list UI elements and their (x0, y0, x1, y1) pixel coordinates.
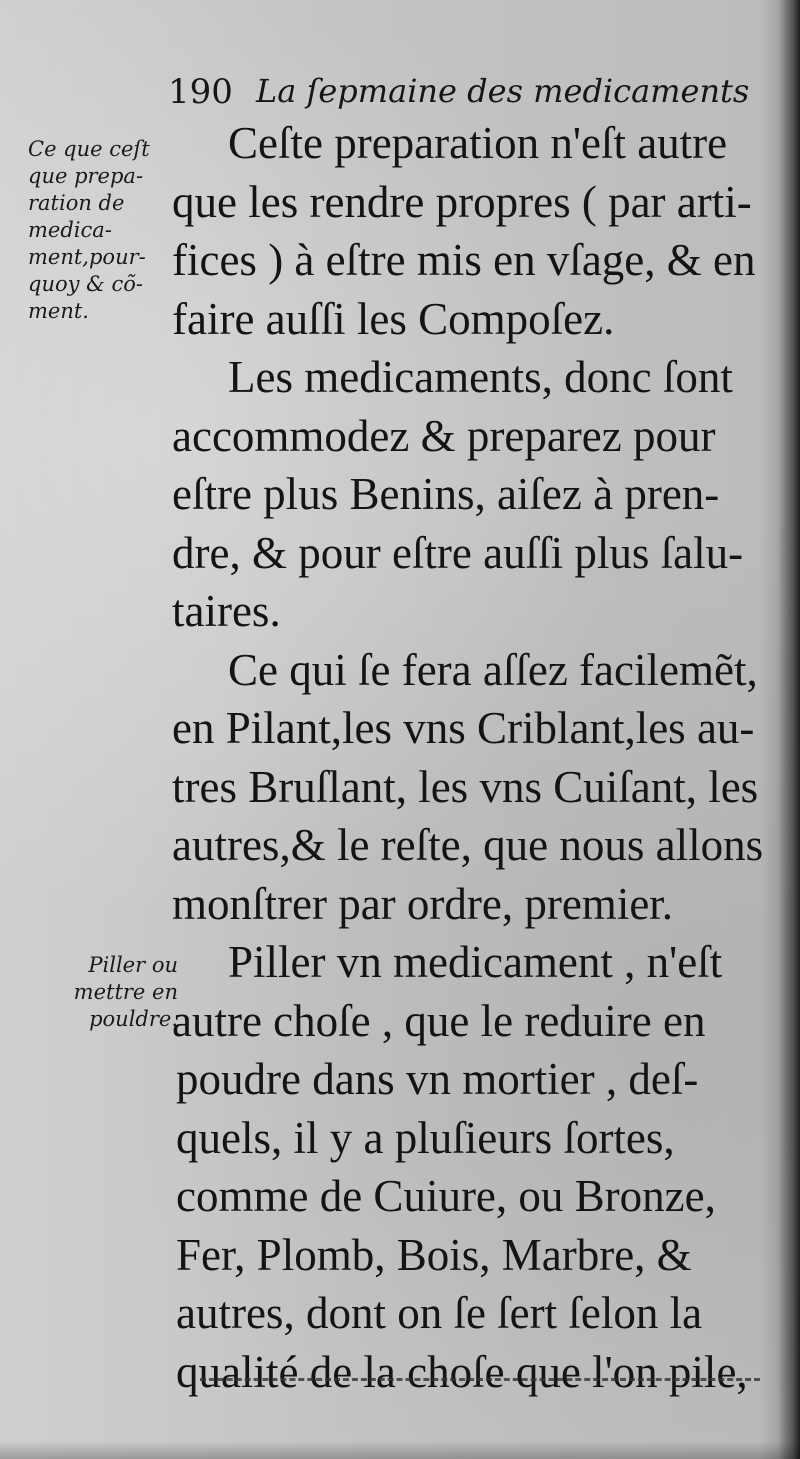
text-line: qualité de la choſe que l'on pile, (176, 1346, 748, 1397)
text-line: Les medicaments, donc ſont (228, 352, 733, 402)
text-line: Fer, Plomb, Bois, Marbre, & (176, 1229, 692, 1280)
page-number: 190 (168, 72, 233, 112)
text-line: autres, dont on ſe ſert ſelon la (176, 1288, 703, 1338)
text-line: fices ) à eſtre mis en vſage, & en (172, 235, 756, 285)
text-line: accommodez & preparez pour (172, 410, 716, 461)
page-header (168, 66, 750, 116)
text-line: monſtrer par ordre, premier. (172, 878, 674, 929)
text-line: dre, & pour eſtre auſſi plus ſalu- (172, 527, 744, 578)
page-edge-shadow (778, 0, 800, 1459)
text-line: comme de Cuiure, ou Bronze, (176, 1171, 716, 1221)
text-line: faire auſſi les Compoſez. (172, 293, 615, 344)
margin-note-line: pouldre. (89, 1007, 178, 1031)
text-line: autre choſe , que le reduire en (172, 995, 706, 1046)
text-line: poudre dans vn mortier , deſ- (176, 1054, 699, 1104)
text-line: Ceſte preparation n'eſt autre (228, 118, 728, 168)
text-line: Piller vn medicament , n'eſt (228, 937, 723, 987)
text-line: quels, il y a pluſieurs ſortes, (176, 1112, 675, 1163)
margin-note-line: ration de (28, 191, 125, 215)
text-line: Ce qui ſe fera aſſez facilemẽt, (228, 644, 758, 695)
page-bottom-shadow (0, 1441, 800, 1459)
margin-note-preparation (28, 136, 170, 325)
text-line: eſtre plus Benins, aiſez à pren- (172, 469, 720, 519)
margin-note-line: quoy & cõ- (28, 272, 144, 296)
margin-note-line: mettre en (73, 980, 178, 1004)
text-line: que les rendre propres ( par arti- (172, 176, 752, 227)
text-line: taires. (172, 586, 281, 636)
margin-note-line: Piller ou (88, 953, 178, 977)
dashed-rule (200, 1378, 760, 1385)
running-head: La ſepmaine des medicaments (256, 72, 750, 110)
margin-note-line: que prepa- (28, 164, 144, 188)
text-line: en Pilant,les vns Criblant,les au- (172, 703, 755, 753)
margin-note-piller (48, 952, 178, 1033)
margin-note-line: Ce que ceſt (28, 137, 150, 161)
text-line: autres,& le reſte, que nous allons (172, 820, 764, 870)
margin-note-line: ment,pour- (28, 245, 146, 269)
text-line: tres Bruſlant, les vns Cuiſant, les (172, 761, 759, 812)
margin-note-line: medica- (28, 218, 112, 242)
body-text (172, 114, 764, 1401)
margin-note-line: ment. (28, 299, 89, 323)
